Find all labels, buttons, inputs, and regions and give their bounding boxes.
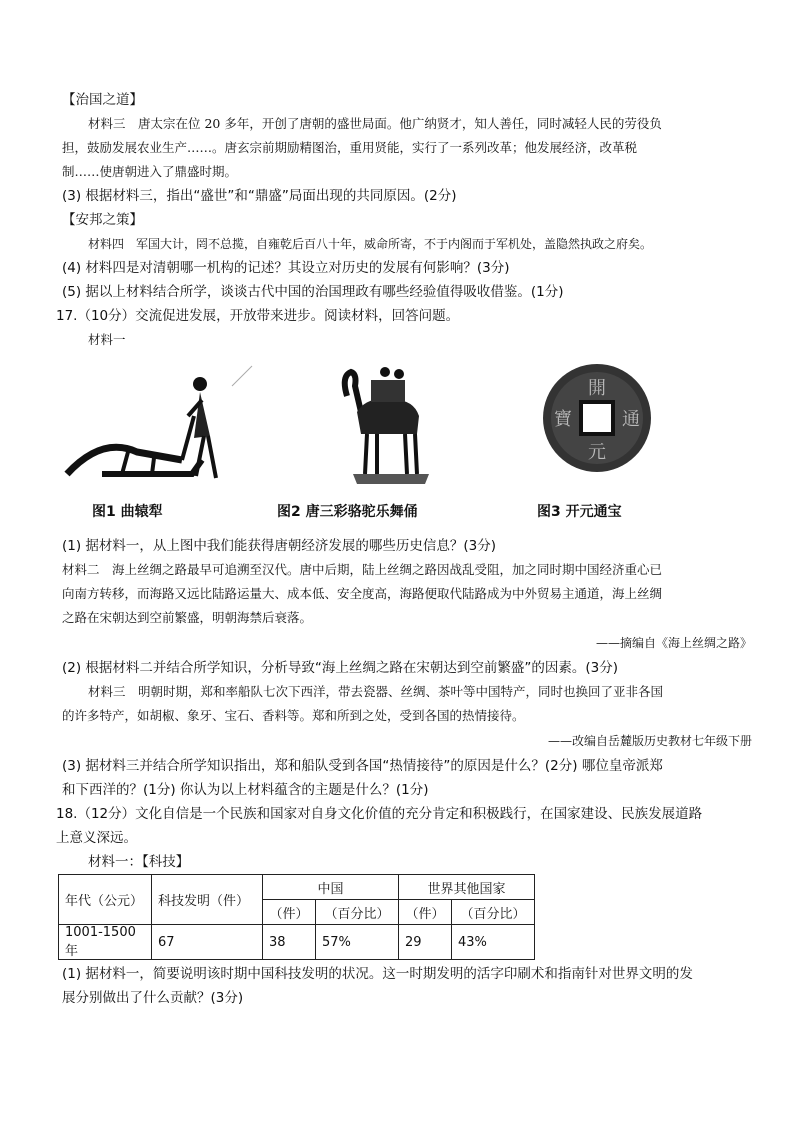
figure-row — [62, 356, 752, 532]
table-cell-world-pct: 43% — [452, 925, 535, 960]
section-heading-security: 【安邦之策】 — [62, 212, 143, 228]
material-3-line-1: 材料三 唐太宗在位 20 多年，开创了唐朝的盛世局面。他广纳贤才，知人善任，同时减轻人民的劳役负 — [88, 116, 662, 131]
question-17-1: (1) 据材料一，从上图中我们能获得唐朝经济发展的哪些历史信息？(3分) — [62, 538, 497, 554]
q17-source-3: ——改编自岳麓版历史教材七年级下册 — [547, 734, 752, 748]
table-row — [59, 925, 535, 960]
table-cell-world-count: 29 — [399, 925, 452, 960]
question-18-title-line-2: 上意义深远。 — [56, 830, 137, 846]
table-cell-era: 1001-1500 年 — [59, 925, 152, 960]
table-header-total: 科技发明（件） — [152, 875, 263, 925]
question-16-4: (4) 材料四是对清朝哪一机构的记述？其设立对历史的发展有何影响？(3分) — [62, 260, 510, 276]
question-16-5: (5) 据以上材料结合所学，谈谈古代中国的治国理政有哪些经验值得吸收借鉴。(1分) — [62, 284, 564, 300]
table-header-era: 年代（公元） — [59, 875, 152, 925]
question-18-1-line-2: 展分别做出了什么贡献？(3分) — [62, 990, 244, 1006]
material-3-line-2: 担，鼓励发展农业生产……。唐玄宗前期励精图治，重用贤能，实行了一系列改革；他发展经济，改革税 — [62, 140, 638, 155]
coin-char-left: 寶 — [554, 409, 572, 430]
coin-char-top: 開 — [588, 378, 606, 399]
table-cell-china-pct: 57% — [316, 925, 399, 960]
q17-material-2-line-2: 向南方转移，而海路又远比陆路运量大、成本低、安全度高，海路便取代陆路成为中外贸易主通道，海上丝绸 — [62, 586, 663, 601]
tech-invention-table — [58, 874, 535, 960]
plow-figure-icon — [62, 356, 262, 496]
table-header-china-pct: （百分比） — [316, 900, 399, 925]
q17-material-3-line-1: 材料三 明朝时期，郑和率船队七次下西洋，带去瓷器、丝绸、茶叶等中国特产，同时也换回了亚非各国 — [88, 684, 664, 699]
question-17-3-line-2: 和下西洋的？(1分) 你认为以上材料蕴含的主题是什么？(1分) — [62, 782, 429, 798]
question-17-3-line-1: (3) 据材料三并结合所学知识指出，郑和船队受到各国“热情接待”的原因是什么？(2分) 哪位皇帝派郑 — [62, 758, 663, 774]
coin-char-right: 通 — [622, 409, 640, 430]
figure-1-caption: 图1 曲辕犁 — [92, 504, 163, 520]
q18-material-1-label: 材料一：【科技】 — [88, 854, 190, 870]
section-heading-governance: 【治国之道】 — [62, 92, 143, 108]
q17-material-1-label: 材料一 — [88, 332, 126, 347]
table-header-world: 世界其他国家 — [399, 875, 535, 900]
exam-page — [56, 88, 752, 1010]
table-header-world-count: （件） — [399, 900, 452, 925]
table-cell-total: 67 — [152, 925, 263, 960]
table-header-world-pct: （百分比） — [452, 900, 535, 925]
camel-figure-icon — [327, 356, 447, 496]
coin-figure-icon — [537, 356, 657, 486]
figure-2-caption: 图2 唐三彩骆驼乐舞俑 — [277, 504, 418, 520]
question-18-title-line-1: 18.（12分）文化自信是一个民族和国家对自身文化价值的充分肯定和积极践行，在国家建设、民族发展道路 — [56, 806, 703, 822]
q17-material-2-line-3: 之路在宋朝达到空前繁盛，明朝海禁后衰落。 — [62, 610, 313, 625]
material-3-line-3: 制……使唐朝进入了鼎盛时期。 — [62, 164, 238, 179]
question-18-1-line-1: (1) 据材料一，简要说明该时期中国科技发明的状况。这一时期发明的活字印刷术和指南针对世界文明的发 — [62, 966, 693, 982]
q17-material-2-line-1: 材料二 海上丝绸之路最早可追溯至汉代。唐中后期，陆上丝绸之路因战乱受阻，加之同时期中国经济重心已 — [62, 562, 663, 577]
figure-3-caption: 图3 开元通宝 — [537, 504, 622, 520]
q17-material-3-line-2: 的许多特产，如胡椒、象牙、宝石、香料等。郑和所到之处，受到各国的热情接待。 — [62, 708, 525, 723]
table-header-china: 中国 — [263, 875, 399, 900]
q17-source-2: ——摘编自《海上丝绸之路》 — [595, 636, 752, 650]
material-4: 材料四 军国大计，罔不总揽，自雍乾后百八十年，威命所寄，不于内阁而于军机处，盖隐然执政之府矣。 — [88, 237, 653, 251]
coin-char-bottom: 元 — [588, 442, 606, 463]
question-16-3: (3) 根据材料三，指出“盛世”和“鼎盛”局面出现的共同原因。(2分) — [62, 188, 457, 204]
question-17-2: (2) 根据材料二并结合所学知识，分析导致“海上丝绸之路在宋朝达到空前繁盛”的因素。(3分) — [62, 660, 619, 676]
table-header-china-count: （件） — [263, 900, 316, 925]
table-cell-china-count: 38 — [263, 925, 316, 960]
question-17-title: 17.（10分）交流促进发展，开放带来进步。阅读材料，回答问题。 — [56, 308, 460, 324]
